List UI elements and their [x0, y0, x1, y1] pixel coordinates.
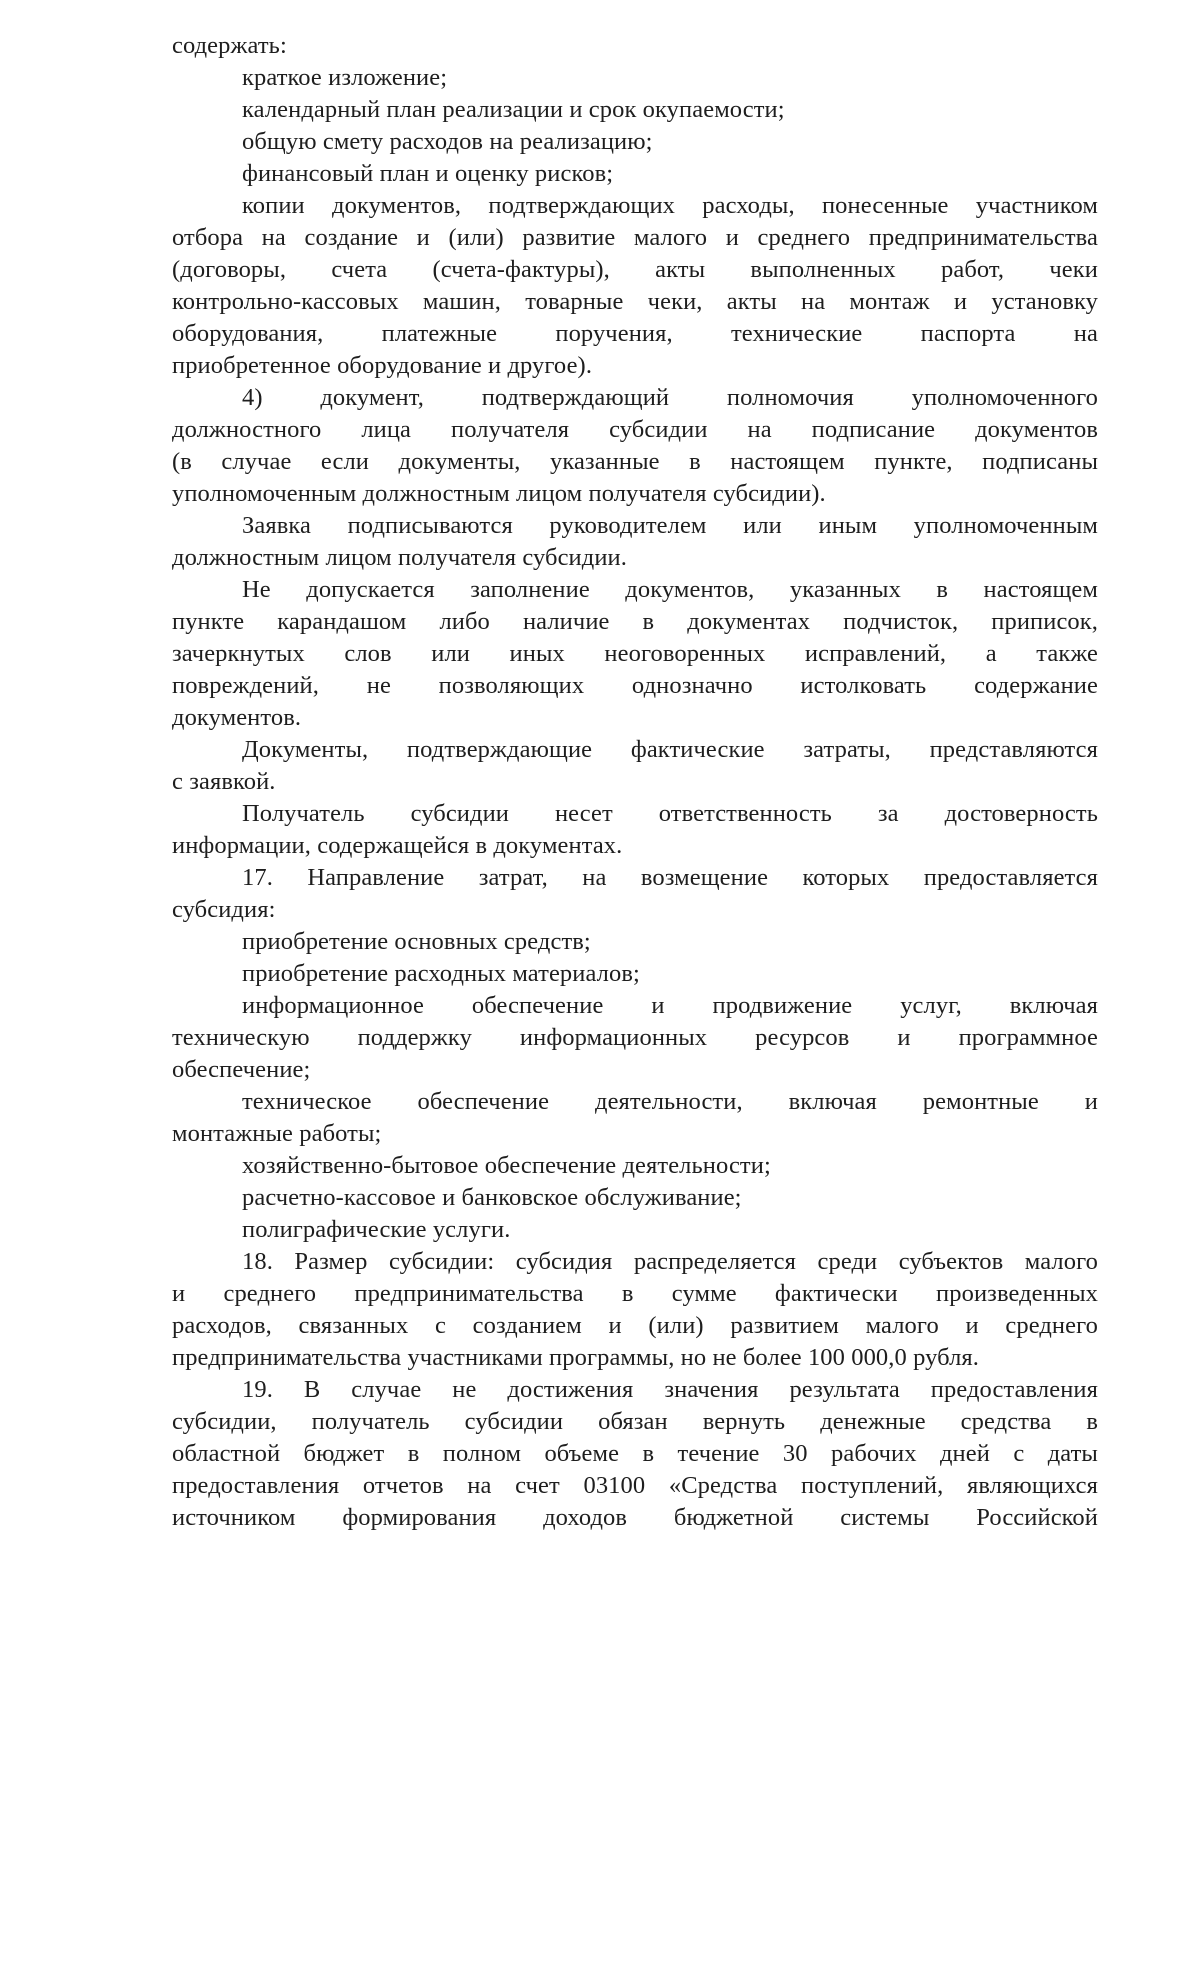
list-item: информационное обеспечение и продвижение услуг, включая [242, 992, 1098, 1019]
paragraph-line: Не допускается заполнение документов, указанных в настоящем [242, 576, 1098, 603]
paragraph-line: приобретенное оборудование и другое). [172, 352, 593, 379]
paragraph-line: уполномоченным должностным лицом получателя субсидии). [172, 480, 826, 507]
list-item: обеспечение; [172, 1056, 311, 1083]
paragraph-line: Документы, подтверждающие фактические затраты, представляются [242, 736, 1098, 763]
list-item: монтажные работы; [172, 1120, 382, 1147]
paragraph-line: отбора на создание и (или) развитие малого и среднего предпринимательства [172, 224, 1098, 251]
paragraph-line: расходов, связанных с созданием и (или) развитием малого и среднего [172, 1312, 1098, 1339]
list-item: приобретение основных средств; [242, 928, 591, 955]
paragraph-line: Заявка подписываются руководителем или иным уполномоченным [242, 512, 1098, 539]
paragraph-line: 19. В случае не достижения значения результата предоставления [242, 1376, 1098, 1403]
paragraph-line: зачеркнутых слов или иных неоговоренных исправлений, а также [172, 640, 1098, 667]
paragraph-line: документов. [172, 704, 302, 731]
paragraph-line: (договоры, счета (счета-фактуры), акты выполненных работ, чеки [172, 256, 1098, 283]
paragraph-line: должностного лица получателя субсидии на подписание документов [172, 416, 1098, 443]
paragraph-line: пункте карандашом либо наличие в документах подчисток, приписок, [172, 608, 1098, 635]
document-page [172, 30, 1098, 1534]
paragraph-line: источником формирования доходов бюджетной системы Российской [172, 1504, 1098, 1531]
paragraph-line: областной бюджет в полном объеме в течение 30 рабочих дней с даты [172, 1440, 1098, 1467]
paragraph-line: предпринимательства участниками программы, но не более 100 000,0 рубля. [172, 1344, 979, 1371]
list-item: календарный план реализации и срок окупаемости; [242, 96, 785, 123]
list-item: приобретение расходных материалов; [242, 960, 640, 987]
list-item: финансовый план и оценку рисков; [242, 160, 614, 187]
paragraph-line: субсидии, получатель субсидии обязан вернуть денежные средства в [172, 1408, 1098, 1435]
paragraph-line: информации, содержащейся в документах. [172, 832, 623, 859]
paragraph-line: повреждений, не позволяющих однозначно истолковать содержание [172, 672, 1098, 699]
list-item: общую смету расходов на реализацию; [242, 128, 653, 155]
list-item: расчетно-кассовое и банковское обслуживание; [242, 1184, 742, 1211]
paragraph-line: контрольно-кассовых машин, товарные чеки, акты на монтаж и установку [172, 288, 1098, 315]
list-item: полиграфические услуги. [242, 1216, 511, 1243]
paragraph-line: с заявкой. [172, 768, 276, 795]
paragraph-line: предоставления отчетов на счет 03100 «Средства поступлений, являющихся [172, 1472, 1098, 1499]
list-item: техническое обеспечение деятельности, включая ремонтные и [242, 1088, 1098, 1115]
paragraph-line: субсидия: [172, 896, 276, 923]
text-line: содержать: [172, 32, 287, 59]
list-item: техническую поддержку информационных ресурсов и программное [172, 1024, 1098, 1051]
paragraph-line: 18. Размер субсидии: субсидия распределяется среди субъектов малого [242, 1248, 1098, 1275]
paragraph-line: 4) документ, подтверждающий полномочия уполномоченного [242, 384, 1098, 411]
list-item: краткое изложение; [242, 64, 448, 91]
paragraph-line: копии документов, подтверждающих расходы, понесенные участником [242, 192, 1098, 219]
paragraph-line: Получатель субсидии несет ответственность за достоверность [242, 800, 1098, 827]
paragraph-line: и среднего предпринимательства в сумме фактически произведенных [172, 1280, 1098, 1307]
list-item: хозяйственно-бытовое обеспечение деятельности; [242, 1152, 771, 1179]
paragraph-line: 17. Направление затрат, на возмещение которых предоставляется [242, 864, 1098, 891]
paragraph-line: оборудования, платежные поручения, технические паспорта на [172, 320, 1098, 347]
paragraph-line: (в случае если документы, указанные в настоящем пункте, подписаны [172, 448, 1098, 475]
paragraph-line: должностным лицом получателя субсидии. [172, 544, 627, 571]
